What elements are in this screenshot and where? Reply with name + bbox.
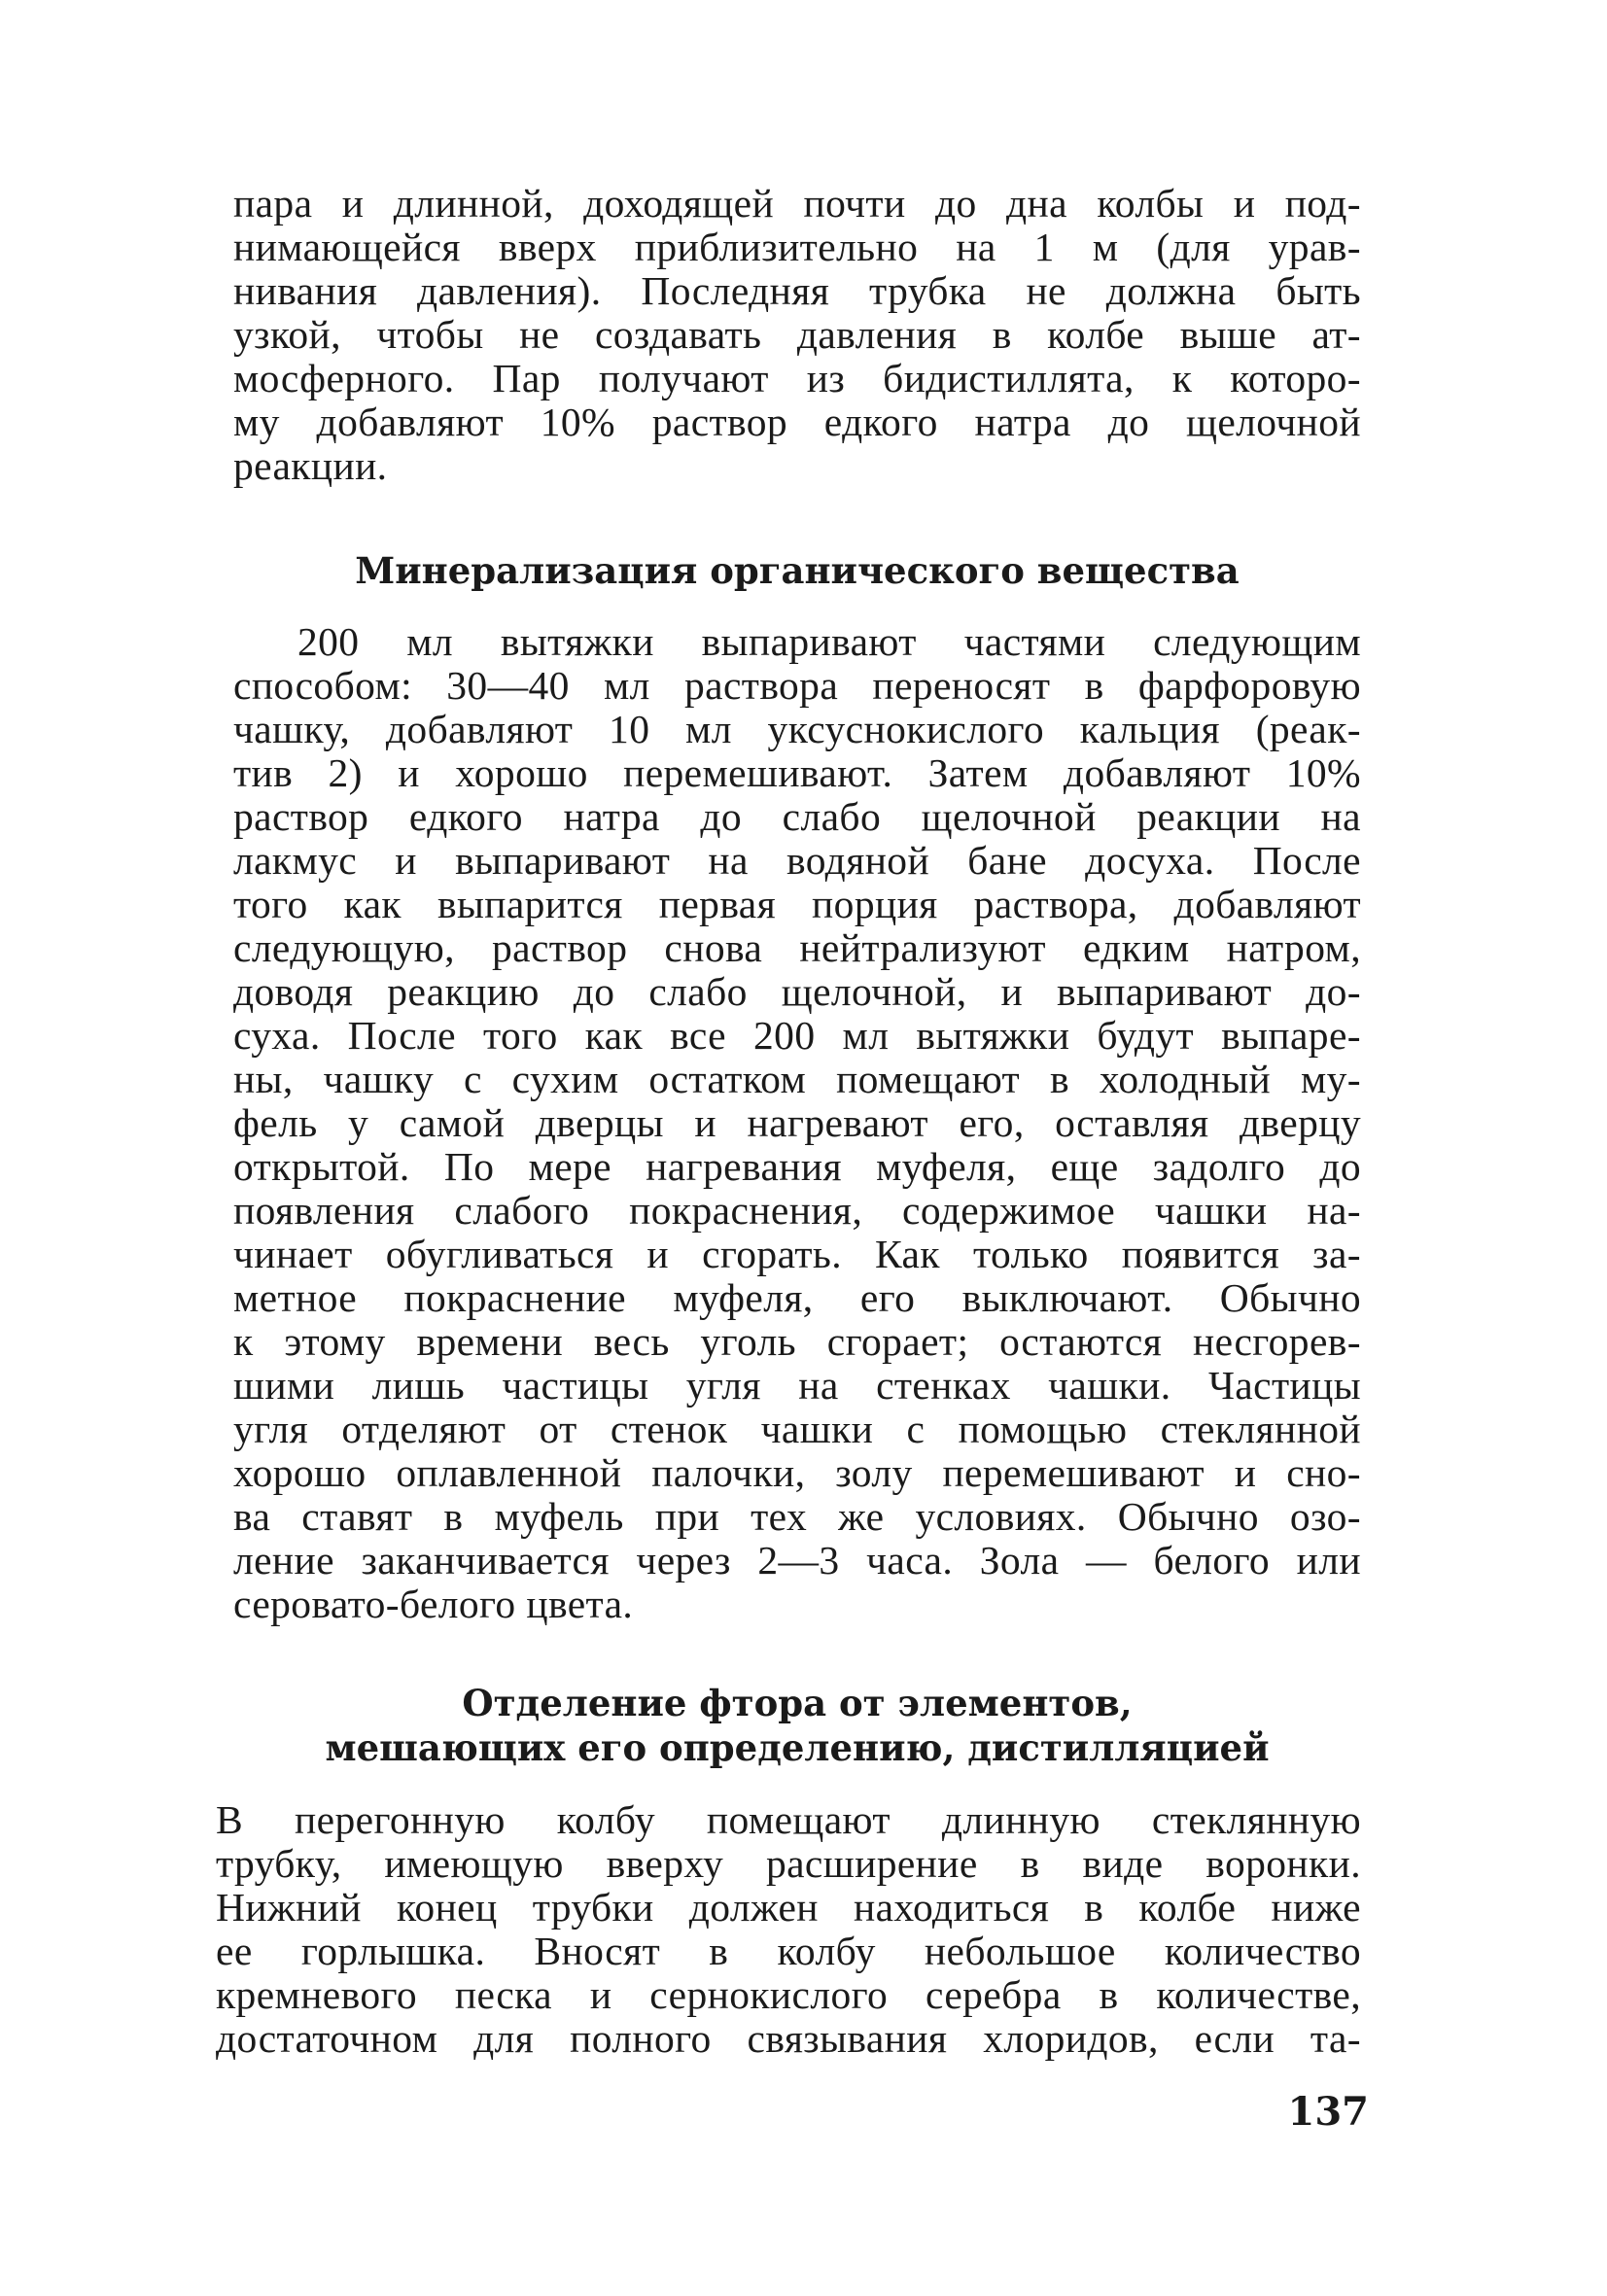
paragraph-line: ее горлышка. Вносят в колбу небольшое количество [216, 1929, 1361, 1973]
paragraph-line: фель у самой дверцы и нагревают его, оставляя дверцу [233, 1100, 1361, 1145]
intro-line: реакции. [233, 443, 388, 488]
paragraph-line: Нижний конец трубки должен находиться в колбе ниже [216, 1885, 1361, 1930]
paragraph-line: В перегонную колбу помещают длинную стеклянную [216, 1797, 1361, 1842]
paragraph-line: появления слабого покраснения, содержимое чашки на- [233, 1188, 1361, 1233]
page-number: 137 [1287, 2089, 1369, 2135]
section-heading-mineralization: Минерализация органического вещества [355, 549, 1240, 592]
paragraph-line: способом: 30—40 мл раствора переносят в фарфоровую [233, 663, 1361, 708]
paragraph-line: 200 мл вытяжки выпаривают частями следующим [297, 619, 1361, 664]
paragraph-line: ва ставят в муфель при тех же условиях. Обычно озо- [233, 1494, 1361, 1539]
paragraph-line: тив 2) и хорошо перемешивают. Затем добавляют 10% [233, 750, 1361, 795]
paragraph-line: угля отделяют от стенок чашки с помощью стеклянной [233, 1407, 1361, 1451]
paragraph-line: достаточном для полного связывания хлоридов, если та- [216, 2016, 1361, 2061]
section-heading-fluorine-line1: Отделение фтора от элементов, [462, 1682, 1133, 1724]
paragraph-line: чинает обугливаться и сгорать. Как только появится за- [233, 1232, 1361, 1276]
paragraph-line: открытой. По мере нагревания муфеля, еще задолго до [233, 1144, 1361, 1189]
intro-line: мосферного. Пар получают из бидистиллята, к которо- [233, 356, 1361, 400]
paragraph-line: ление заканчивается через 2—3 часа. Зола — белого или [233, 1538, 1361, 1583]
paragraph-line: раствор едкого натра до слабо щелочной реакции на [233, 794, 1361, 839]
paragraph-line: того как выпарится первая порция раствора, добавляют [233, 882, 1361, 926]
section-heading-fluorine-line2: мешающих его определению, дистилляцией [325, 1726, 1270, 1769]
paragraph-line: чашку, добавляют 10 мл уксуснокислого кальция (реак- [233, 707, 1361, 751]
paragraph-line: суха. После того как все 200 мл вытяжки будут выпаре- [233, 1013, 1361, 1058]
paragraph-line: трубку, имеющую вверху расширение в виде воронки. [216, 1841, 1361, 1886]
intro-line: узкой, чтобы не создавать давления в колбе выше ат- [233, 312, 1361, 357]
paragraph-line: серовато-белого цвета. [233, 1582, 634, 1626]
intro-line: пара и длинной, доходящей почти до дна колбы и под- [233, 181, 1361, 226]
paragraph-line: шими лишь частицы угля на стенках чашки. Частицы [233, 1363, 1361, 1408]
paragraph-line: кремневого песка и сернокислого серебра в количестве, [216, 1972, 1361, 2017]
paragraph-line: хорошо оплавленной палочки, золу перемешивают и сно- [233, 1450, 1361, 1495]
intro-line: нимающейся вверх приблизительно на 1 м (для урав- [233, 225, 1361, 269]
paragraph-line: ны, чашку с сухим остатком помещают в холодный му- [233, 1057, 1361, 1101]
paragraph-line: метное покраснение муфеля, его выключают. Обычно [233, 1275, 1361, 1320]
intro-line: му добавляют 10% раствор едкого натра до щелочной [233, 400, 1361, 444]
paragraph-line: лакмус и выпаривают на водяной бане досуха. После [233, 838, 1361, 883]
paragraph-line: к этому времени весь уголь сгорает; остаются несгорев- [233, 1319, 1361, 1364]
paragraph-line: доводя реакцию до слабо щелочной, и выпаривают до- [233, 969, 1361, 1014]
paragraph-line: следующую, раствор снова нейтрализуют едким натром, [233, 925, 1361, 970]
intro-line: нивания давления). Последняя трубка не должна быть [233, 268, 1361, 313]
